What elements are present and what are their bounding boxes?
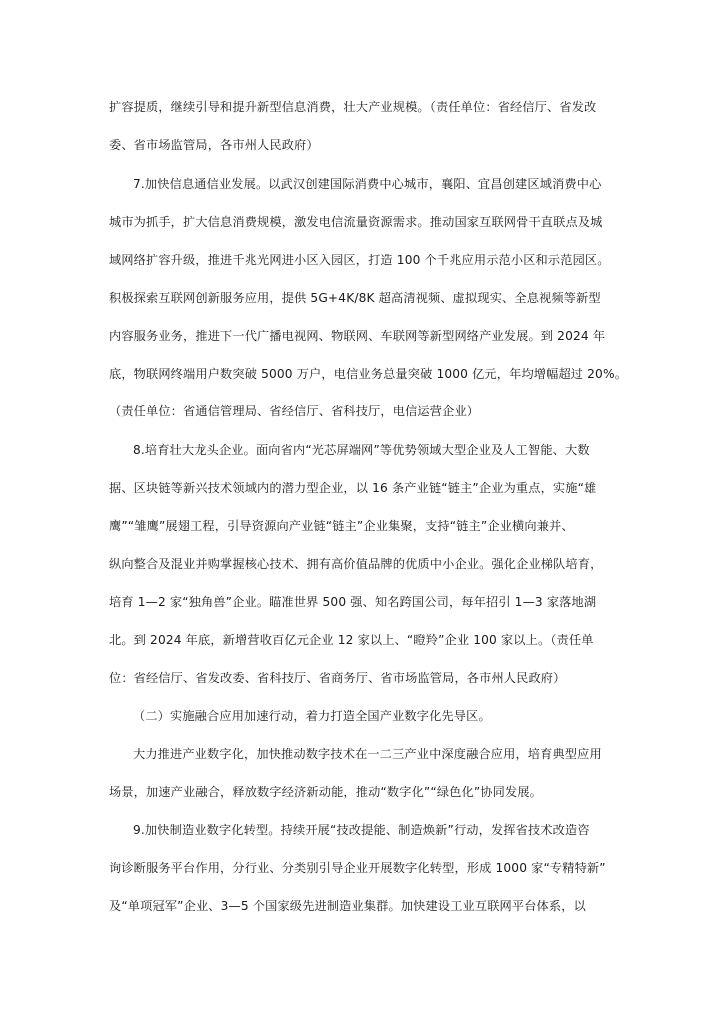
text-line: 大力推进产业数字化，加快推动数字技术在一二三产业中深度融合应用，培育典型应用 — [133, 747, 602, 761]
text-line: 积极探索互联网创新服务应用，提供 5G+4K/8K 超高清视频、虚拟现实、全息视频等新型 — [109, 291, 601, 305]
text-line: （责任单位：省通信管理局、省经信厅、省科技厅，电信运营企业） — [109, 404, 480, 418]
text-line: 底，物联网终端用户数突破 5000 万户，电信业务总量突破 1000 亿元，年均增幅超过 20%。 — [109, 367, 628, 381]
text-line: 7.加快信息通信业发展。以武汉创建国际消费中心城市，襄阳、宜昌创建区域消费中心 — [133, 177, 602, 191]
text-line: 北。到 2024 年底，新增营收百亿元企业 12 家以上、“瞪羚”企业 100 家以上。（责任单 — [109, 633, 594, 647]
text-line: 扩容提质，继续引导和提升新型信息消费，壮大产业规模。（责任单位：省经信厅、省发改 — [109, 100, 597, 114]
text-line: 据、区块链等新兴技术领域内的潜力型企业，以 16 条产业链“链主”企业为重点，实施“雄 — [109, 481, 597, 495]
text-line: 纵向整合及混业并购掌握核心技术、拥有高价值品牌的优质中小企业。强化企业梯队培育， — [109, 557, 603, 571]
text-line: 9.加快制造业数字化转型。持续开展“技改提能、制造焕新”行动，发挥省技术改造咨 — [133, 823, 590, 837]
text-line: 8.培育壮大龙头企业。面向省内“光芯屏端网”等优势领域大型企业及人工智能、大数 — [133, 443, 590, 457]
text-line: 域网络扩容升级，推进千兆光网进小区入园区，打造 100 个千兆应用示范小区和示范园区。 — [109, 253, 610, 267]
text-line: 委、省市场监管局，各市州人民政府） — [109, 138, 319, 152]
text-line: 询诊断服务平台作用，分行业、分类别引导企业开展数字化转型，形成 1000 家“专精特新” — [109, 861, 606, 875]
section-heading: （二）实施融合应用加速行动，着力打造全国产业数字化先导区。 — [133, 709, 491, 723]
text-line: 城市为抓手，扩大信息消费规模，激发电信流量资源需求。推动国家互联网骨干直联点及城 — [109, 215, 603, 229]
text-line: 场景，加速产业融合，释放数字经济新动能，推动“数字化”“绿色化”协同发展。 — [109, 785, 542, 799]
text-line: 培育 1—2 家“独角兽”企业。瞄准世界 500 强、知名跨国公司，每年招引 1—3 家落地湖 — [109, 595, 597, 609]
text-line: 内容服务业务，推进下一代广播电视网、物联网、车联网等新型网络产业发展。到 2024 年 — [109, 329, 606, 343]
text-line: 位：省经信厅、省发改委、省科技厅、省商务厅、省市场监管局，各市州人民政府） — [109, 671, 566, 685]
text-line: 鹰”“雏鹰”展翅工程，引导资源向产业链“链主”企业集聚，支持“链主”企业横向兼并、 — [109, 519, 574, 533]
text-line: 及“单项冠军”企业、3—5 个国家级先进制造业集群。加快建设工业互联网平台体系，以 — [109, 899, 586, 913]
